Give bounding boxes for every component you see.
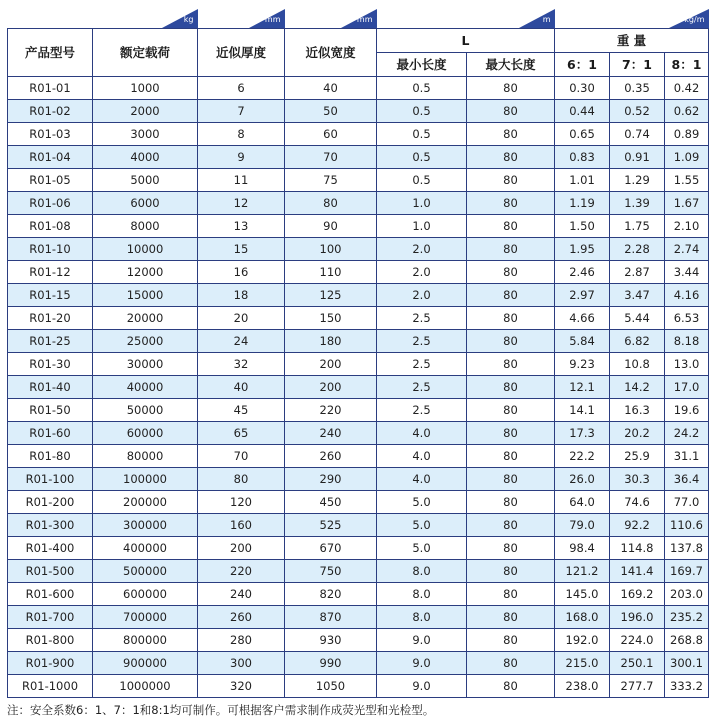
- cell-min-length: 2.0: [377, 238, 467, 261]
- unit-tab-length: m: [377, 9, 555, 28]
- cell-thickness: 15: [198, 238, 285, 261]
- header-thickness: 近似厚度: [198, 29, 285, 77]
- cell-weight-8: 110.6: [665, 514, 709, 537]
- table-row: [8, 215, 709, 238]
- cell-weight-8: 268.8: [665, 629, 709, 652]
- cell-width: 260: [285, 445, 377, 468]
- table-row: [8, 491, 709, 514]
- cell-width: 180: [285, 330, 377, 353]
- cell-max-length: 80: [467, 284, 555, 307]
- cell-min-length: 8.0: [377, 560, 467, 583]
- cell-load: 80000: [93, 445, 198, 468]
- cell-max-length: 80: [467, 468, 555, 491]
- cell-thickness: 240: [198, 583, 285, 606]
- cell-width: 40: [285, 77, 377, 100]
- spec-table-container: [7, 4, 708, 718]
- cell-weight-7: 30.3: [610, 468, 665, 491]
- table-row: [8, 123, 709, 146]
- cell-model: R01-800: [8, 629, 93, 652]
- cell-min-length: 0.5: [377, 123, 467, 146]
- cell-load: 200000: [93, 491, 198, 514]
- cell-model: R01-25: [8, 330, 93, 353]
- table-row: [8, 330, 709, 353]
- cell-weight-8: 169.7: [665, 560, 709, 583]
- cell-thickness: 6: [198, 77, 285, 100]
- cell-max-length: 80: [467, 422, 555, 445]
- cell-width: 1050: [285, 675, 377, 698]
- table-row: [8, 146, 709, 169]
- cell-model: R01-600: [8, 583, 93, 606]
- cell-model: R01-60: [8, 422, 93, 445]
- cell-width: 670: [285, 537, 377, 560]
- cell-weight-6: 79.0: [555, 514, 610, 537]
- cell-max-length: 80: [467, 675, 555, 698]
- cell-width: 200: [285, 376, 377, 399]
- cell-min-length: 2.5: [377, 330, 467, 353]
- cell-thickness: 300: [198, 652, 285, 675]
- cell-weight-8: 77.0: [665, 491, 709, 514]
- cell-model: R01-01: [8, 77, 93, 100]
- cell-model: R01-03: [8, 123, 93, 146]
- table-row: [8, 261, 709, 284]
- cell-weight-8: 6.53: [665, 307, 709, 330]
- table-row: [8, 422, 709, 445]
- cell-max-length: 80: [467, 491, 555, 514]
- cell-model: R01-900: [8, 652, 93, 675]
- cell-weight-8: 2.74: [665, 238, 709, 261]
- cell-thickness: 7: [198, 100, 285, 123]
- cell-thickness: 20: [198, 307, 285, 330]
- cell-weight-7: 169.2: [610, 583, 665, 606]
- cell-model: R01-06: [8, 192, 93, 215]
- cell-model: R01-15: [8, 284, 93, 307]
- unit-tab-load: kg: [93, 9, 198, 28]
- table-row: [8, 514, 709, 537]
- cell-weight-7: 0.52: [610, 100, 665, 123]
- cell-width: 150: [285, 307, 377, 330]
- cell-weight-8: 333.2: [665, 675, 709, 698]
- cell-max-length: 80: [467, 100, 555, 123]
- cell-width: 525: [285, 514, 377, 537]
- table-row: [8, 629, 709, 652]
- table-row: [8, 606, 709, 629]
- cell-thickness: 120: [198, 491, 285, 514]
- unit-tab-width: mm: [285, 9, 377, 28]
- cell-weight-6: 145.0: [555, 583, 610, 606]
- header-load: 额定载荷: [93, 29, 198, 77]
- cell-max-length: 80: [467, 169, 555, 192]
- table-row: [8, 169, 709, 192]
- cell-thickness: 16: [198, 261, 285, 284]
- unit-tab-weight: kg/m: [555, 9, 709, 28]
- cell-weight-7: 16.3: [610, 399, 665, 422]
- cell-weight-8: 31.1: [665, 445, 709, 468]
- table-row: [8, 307, 709, 330]
- unit-row: [8, 4, 709, 29]
- cell-weight-8: 203.0: [665, 583, 709, 606]
- cell-weight-6: 9.23: [555, 353, 610, 376]
- cell-min-length: 9.0: [377, 629, 467, 652]
- cell-load: 50000: [93, 399, 198, 422]
- cell-weight-8: 1.09: [665, 146, 709, 169]
- cell-load: 2000: [93, 100, 198, 123]
- cell-weight-7: 1.29: [610, 169, 665, 192]
- cell-weight-6: 1.01: [555, 169, 610, 192]
- cell-thickness: 24: [198, 330, 285, 353]
- header-width: 近似宽度: [285, 29, 377, 77]
- cell-width: 90: [285, 215, 377, 238]
- cell-width: 240: [285, 422, 377, 445]
- cell-load: 900000: [93, 652, 198, 675]
- cell-min-length: 2.5: [377, 399, 467, 422]
- cell-max-length: 80: [467, 514, 555, 537]
- table-row: [8, 445, 709, 468]
- cell-weight-8: 137.8: [665, 537, 709, 560]
- cell-model: R01-80: [8, 445, 93, 468]
- cell-thickness: 45: [198, 399, 285, 422]
- cell-width: 290: [285, 468, 377, 491]
- cell-thickness: 70: [198, 445, 285, 468]
- cell-thickness: 13: [198, 215, 285, 238]
- cell-weight-7: 6.82: [610, 330, 665, 353]
- cell-thickness: 220: [198, 560, 285, 583]
- cell-load: 300000: [93, 514, 198, 537]
- cell-width: 450: [285, 491, 377, 514]
- cell-weight-6: 238.0: [555, 675, 610, 698]
- table-row: [8, 284, 709, 307]
- cell-load: 100000: [93, 468, 198, 491]
- cell-load: 1000000: [93, 675, 198, 698]
- cell-weight-7: 0.91: [610, 146, 665, 169]
- table-row: [8, 560, 709, 583]
- cell-min-length: 8.0: [377, 583, 467, 606]
- cell-weight-7: 1.39: [610, 192, 665, 215]
- cell-weight-7: 250.1: [610, 652, 665, 675]
- cell-max-length: 80: [467, 583, 555, 606]
- cell-load: 400000: [93, 537, 198, 560]
- cell-max-length: 80: [467, 376, 555, 399]
- cell-weight-8: 8.18: [665, 330, 709, 353]
- cell-width: 80: [285, 192, 377, 215]
- cell-weight-6: 17.3: [555, 422, 610, 445]
- cell-model: R01-500: [8, 560, 93, 583]
- cell-min-length: 4.0: [377, 468, 467, 491]
- cell-weight-6: 26.0: [555, 468, 610, 491]
- header-ratio-7: 7：1: [610, 53, 665, 77]
- cell-thickness: 8: [198, 123, 285, 146]
- cell-load: 20000: [93, 307, 198, 330]
- cell-thickness: 11: [198, 169, 285, 192]
- table-row: [8, 537, 709, 560]
- cell-weight-7: 114.8: [610, 537, 665, 560]
- cell-weight-7: 1.75: [610, 215, 665, 238]
- cell-weight-6: 98.4: [555, 537, 610, 560]
- cell-thickness: 65: [198, 422, 285, 445]
- cell-min-length: 9.0: [377, 652, 467, 675]
- cell-thickness: 320: [198, 675, 285, 698]
- table-row: [8, 399, 709, 422]
- cell-weight-7: 3.47: [610, 284, 665, 307]
- header-min-length: 最小长度: [377, 53, 467, 77]
- cell-weight-7: 0.35: [610, 77, 665, 100]
- cell-min-length: 2.0: [377, 261, 467, 284]
- cell-min-length: 5.0: [377, 491, 467, 514]
- cell-weight-6: 64.0: [555, 491, 610, 514]
- cell-max-length: 80: [467, 652, 555, 675]
- cell-load: 1000: [93, 77, 198, 100]
- cell-min-length: 0.5: [377, 77, 467, 100]
- cell-model: R01-08: [8, 215, 93, 238]
- cell-width: 990: [285, 652, 377, 675]
- cell-weight-6: 14.1: [555, 399, 610, 422]
- table-row: [8, 468, 709, 491]
- cell-weight-6: 215.0: [555, 652, 610, 675]
- cell-min-length: 4.0: [377, 445, 467, 468]
- cell-max-length: 80: [467, 77, 555, 100]
- footnote: 注：安全系数6：1、7：1和8:1均可制作。可根据客户需求制作成荧光型和光检型。: [7, 703, 435, 717]
- cell-width: 750: [285, 560, 377, 583]
- cell-min-length: 5.0: [377, 537, 467, 560]
- cell-model: R01-10: [8, 238, 93, 261]
- cell-weight-6: 1.50: [555, 215, 610, 238]
- unit-tab-thickness: mm: [198, 9, 285, 28]
- cell-model: R01-200: [8, 491, 93, 514]
- header-weight-group: 重 量: [555, 29, 709, 53]
- cell-weight-8: 36.4: [665, 468, 709, 491]
- cell-weight-7: 2.87: [610, 261, 665, 284]
- cell-thickness: 280: [198, 629, 285, 652]
- cell-min-length: 1.0: [377, 192, 467, 215]
- cell-min-length: 0.5: [377, 146, 467, 169]
- cell-model: R01-30: [8, 353, 93, 376]
- cell-width: 220: [285, 399, 377, 422]
- cell-weight-7: 5.44: [610, 307, 665, 330]
- cell-weight-7: 92.2: [610, 514, 665, 537]
- cell-load: 700000: [93, 606, 198, 629]
- cell-max-length: 80: [467, 238, 555, 261]
- cell-min-length: 0.5: [377, 100, 467, 123]
- cell-max-length: 80: [467, 123, 555, 146]
- table-row: [8, 376, 709, 399]
- cell-width: 70: [285, 146, 377, 169]
- cell-load: 8000: [93, 215, 198, 238]
- cell-weight-8: 235.2: [665, 606, 709, 629]
- cell-weight-8: 0.62: [665, 100, 709, 123]
- header-model: 产品型号: [8, 29, 93, 77]
- cell-max-length: 80: [467, 629, 555, 652]
- cell-width: 50: [285, 100, 377, 123]
- cell-weight-6: 1.95: [555, 238, 610, 261]
- cell-width: 110: [285, 261, 377, 284]
- cell-model: R01-04: [8, 146, 93, 169]
- cell-min-length: 2.5: [377, 353, 467, 376]
- cell-max-length: 80: [467, 330, 555, 353]
- cell-max-length: 80: [467, 307, 555, 330]
- cell-model: R01-1000: [8, 675, 93, 698]
- cell-weight-8: 2.10: [665, 215, 709, 238]
- cell-weight-7: 10.8: [610, 353, 665, 376]
- cell-weight-8: 19.6: [665, 399, 709, 422]
- cell-model: R01-05: [8, 169, 93, 192]
- cell-model: R01-12: [8, 261, 93, 284]
- cell-max-length: 80: [467, 146, 555, 169]
- header-ratio-8: 8：1: [665, 53, 709, 77]
- cell-weight-7: 20.2: [610, 422, 665, 445]
- cell-weight-6: 5.84: [555, 330, 610, 353]
- cell-load: 3000: [93, 123, 198, 146]
- cell-weight-6: 168.0: [555, 606, 610, 629]
- table-row: [8, 652, 709, 675]
- cell-thickness: 9: [198, 146, 285, 169]
- cell-load: 40000: [93, 376, 198, 399]
- cell-max-length: 80: [467, 192, 555, 215]
- cell-model: R01-20: [8, 307, 93, 330]
- table-row: [8, 100, 709, 123]
- cell-weight-7: 2.28: [610, 238, 665, 261]
- cell-model: R01-100: [8, 468, 93, 491]
- cell-width: 75: [285, 169, 377, 192]
- cell-min-length: 8.0: [377, 606, 467, 629]
- cell-thickness: 12: [198, 192, 285, 215]
- cell-load: 30000: [93, 353, 198, 376]
- cell-width: 870: [285, 606, 377, 629]
- cell-max-length: 80: [467, 537, 555, 560]
- cell-model: R01-700: [8, 606, 93, 629]
- cell-weight-7: 74.6: [610, 491, 665, 514]
- header-ratio-6: 6：1: [555, 53, 610, 77]
- cell-width: 820: [285, 583, 377, 606]
- table-row: [8, 238, 709, 261]
- cell-weight-8: 0.89: [665, 123, 709, 146]
- cell-max-length: 80: [467, 445, 555, 468]
- cell-load: 600000: [93, 583, 198, 606]
- table-row: [8, 353, 709, 376]
- cell-weight-8: 1.67: [665, 192, 709, 215]
- spec-table: [7, 4, 709, 698]
- cell-load: 60000: [93, 422, 198, 445]
- cell-weight-6: 0.65: [555, 123, 610, 146]
- cell-width: 100: [285, 238, 377, 261]
- cell-weight-8: 1.55: [665, 169, 709, 192]
- cell-load: 25000: [93, 330, 198, 353]
- cell-weight-6: 4.66: [555, 307, 610, 330]
- cell-thickness: 80: [198, 468, 285, 491]
- cell-width: 930: [285, 629, 377, 652]
- cell-thickness: 32: [198, 353, 285, 376]
- cell-thickness: 40: [198, 376, 285, 399]
- cell-model: R01-02: [8, 100, 93, 123]
- cell-model: R01-40: [8, 376, 93, 399]
- cell-weight-7: 141.4: [610, 560, 665, 583]
- cell-width: 125: [285, 284, 377, 307]
- header-length-group: L: [377, 29, 555, 53]
- cell-weight-7: 25.9: [610, 445, 665, 468]
- cell-thickness: 260: [198, 606, 285, 629]
- cell-weight-7: 277.7: [610, 675, 665, 698]
- cell-min-length: 2.0: [377, 284, 467, 307]
- cell-weight-6: 12.1: [555, 376, 610, 399]
- cell-load: 5000: [93, 169, 198, 192]
- header-max-length: 最大长度: [467, 53, 555, 77]
- cell-min-length: 2.5: [377, 307, 467, 330]
- cell-min-length: 1.0: [377, 215, 467, 238]
- cell-weight-8: 4.16: [665, 284, 709, 307]
- cell-weight-6: 2.46: [555, 261, 610, 284]
- cell-weight-8: 3.44: [665, 261, 709, 284]
- cell-weight-7: 196.0: [610, 606, 665, 629]
- cell-load: 12000: [93, 261, 198, 284]
- cell-weight-8: 300.1: [665, 652, 709, 675]
- cell-weight-6: 2.97: [555, 284, 610, 307]
- cell-model: R01-400: [8, 537, 93, 560]
- cell-min-length: 2.5: [377, 376, 467, 399]
- cell-max-length: 80: [467, 560, 555, 583]
- cell-weight-6: 192.0: [555, 629, 610, 652]
- cell-load: 6000: [93, 192, 198, 215]
- table-row: [8, 583, 709, 606]
- cell-min-length: 9.0: [377, 675, 467, 698]
- cell-min-length: 0.5: [377, 169, 467, 192]
- cell-weight-6: 0.30: [555, 77, 610, 100]
- cell-thickness: 160: [198, 514, 285, 537]
- cell-weight-8: 17.0: [665, 376, 709, 399]
- cell-weight-6: 121.2: [555, 560, 610, 583]
- cell-weight-7: 224.0: [610, 629, 665, 652]
- cell-load: 4000: [93, 146, 198, 169]
- cell-weight-8: 0.42: [665, 77, 709, 100]
- cell-max-length: 80: [467, 215, 555, 238]
- cell-thickness: 200: [198, 537, 285, 560]
- cell-load: 500000: [93, 560, 198, 583]
- cell-weight-6: 0.83: [555, 146, 610, 169]
- table-row: [8, 192, 709, 215]
- cell-weight-6: 22.2: [555, 445, 610, 468]
- table-row: [8, 675, 709, 698]
- cell-weight-7: 14.2: [610, 376, 665, 399]
- cell-load: 15000: [93, 284, 198, 307]
- cell-weight-6: 1.19: [555, 192, 610, 215]
- cell-max-length: 80: [467, 261, 555, 284]
- cell-weight-8: 13.0: [665, 353, 709, 376]
- cell-max-length: 80: [467, 606, 555, 629]
- cell-weight-8: 24.2: [665, 422, 709, 445]
- cell-width: 200: [285, 353, 377, 376]
- cell-load: 800000: [93, 629, 198, 652]
- cell-min-length: 5.0: [377, 514, 467, 537]
- header-row-1: [8, 29, 709, 53]
- cell-weight-7: 0.74: [610, 123, 665, 146]
- cell-max-length: 80: [467, 399, 555, 422]
- cell-model: R01-300: [8, 514, 93, 537]
- cell-thickness: 18: [198, 284, 285, 307]
- cell-min-length: 4.0: [377, 422, 467, 445]
- cell-max-length: 80: [467, 353, 555, 376]
- cell-model: R01-50: [8, 399, 93, 422]
- table-row: [8, 77, 709, 100]
- cell-load: 10000: [93, 238, 198, 261]
- cell-width: 60: [285, 123, 377, 146]
- cell-weight-6: 0.44: [555, 100, 610, 123]
